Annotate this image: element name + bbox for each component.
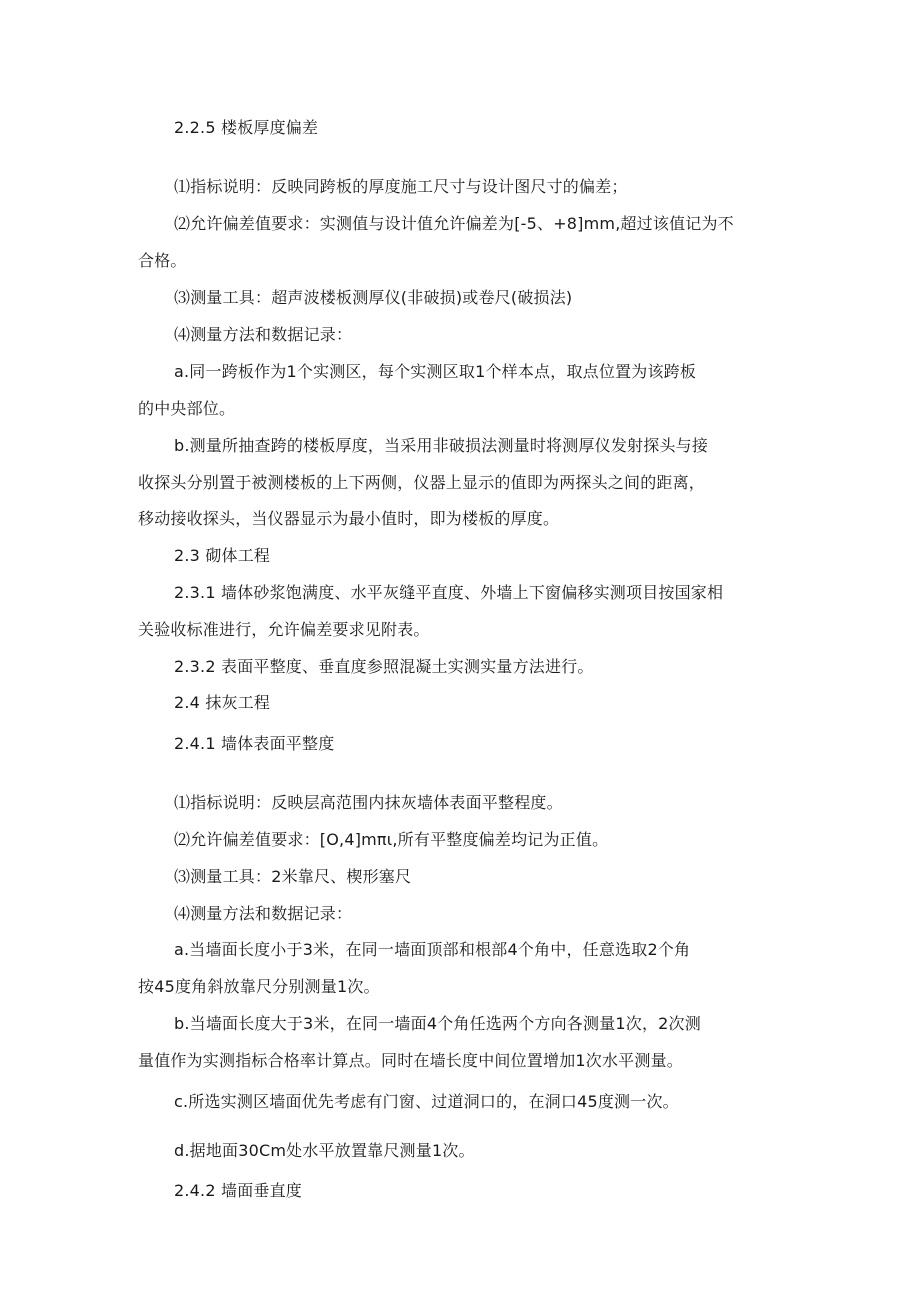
section-heading: 2.4 抹灰工程 — [174, 693, 271, 712]
section-heading: 2.2.5 楼板厚度偏差 — [174, 118, 319, 137]
section-heading: 2.4.1 墙体表面平整度 — [174, 734, 335, 753]
section-heading: 2.3 砌体工程 — [174, 546, 271, 565]
paragraph-line: a.当墙面长度小于3米，在同一墙面顶部和根部4个角中，任意选取2个角 — [174, 940, 691, 959]
paragraph-line: a.同一跨板作为1个实测区，每个实测区取1个样本点，取点位置为该跨板 — [174, 362, 697, 381]
paragraph-line: ⑶测量工具：2米靠尺、楔形塞尺 — [174, 867, 412, 886]
paragraph-line: 2.3.1 墙体砂浆饱满度、水平灰缝平直度、外墙上下窗偏移实测项目按国家相 — [174, 583, 724, 602]
paragraph-line: ⑷测量方法和数据记录： — [174, 904, 353, 923]
paragraph-line: 合格。 — [138, 251, 187, 270]
paragraph-line: ⑵允许偏差值要求：[O,4]mπι,所有平整度偏差均记为正值。 — [174, 830, 609, 849]
paragraph-line: c.所选实测区墙面优先考虑有门窗、过道洞口的，在洞口45度测一次。 — [174, 1092, 679, 1111]
paragraph-line: b.测量所抽查跨的楼板厚度，当采用非破损法测量时将测厚仪发射探头与接 — [174, 436, 709, 455]
paragraph-line: 收探头分别置于被测楼板的上下两侧，仪器上显示的值即为两探头之间的距离， — [138, 473, 706, 492]
paragraph-line: 2.3.2 表面平整度、垂直度参照混凝土实测实量方法进行。 — [174, 657, 594, 676]
paragraph-line: 移动接收探头，当仪器显示为最小值时，即为楼板的厚度。 — [138, 509, 560, 528]
paragraph-line: 关验收标准进行，允许偏差要求见附表。 — [138, 620, 430, 639]
paragraph-line: 按45度角斜放靠尺分别测量1次。 — [138, 977, 380, 996]
paragraph-line: ⑶测量工具：超声波楼板测厚仪(非破损)或卷尺(破损法) — [174, 288, 573, 307]
paragraph-line: d.据地面30Cm处水平放置靠尺测量1次。 — [174, 1141, 475, 1160]
paragraph-line: ⑴指标说明：反映层高范围内抹灰墙体表面平整程度。 — [174, 793, 563, 812]
paragraph-line: 量值作为实测指标合格率计算点。同时在墙长度中间位置增加1次水平测量。 — [138, 1051, 683, 1070]
section-heading: 2.4.2 墙面垂直度 — [174, 1181, 302, 1200]
paragraph-line: 的中央部位。 — [138, 399, 236, 418]
paragraph-line: ⑵允许偏差值要求：实测值与设计值允许偏差为[-5、+8]mm,超过该值记为不 — [174, 214, 734, 233]
paragraph-line: ⑷测量方法和数据记录： — [174, 325, 353, 344]
paragraph-line: ⑴指标说明：反映同跨板的厚度施工尺寸与设计图尺寸的偏差； — [174, 177, 628, 196]
paragraph-line: b.当墙面长度大于3米，在同一墙面4个角任选两个方向各测量1次，2次测 — [174, 1014, 701, 1033]
